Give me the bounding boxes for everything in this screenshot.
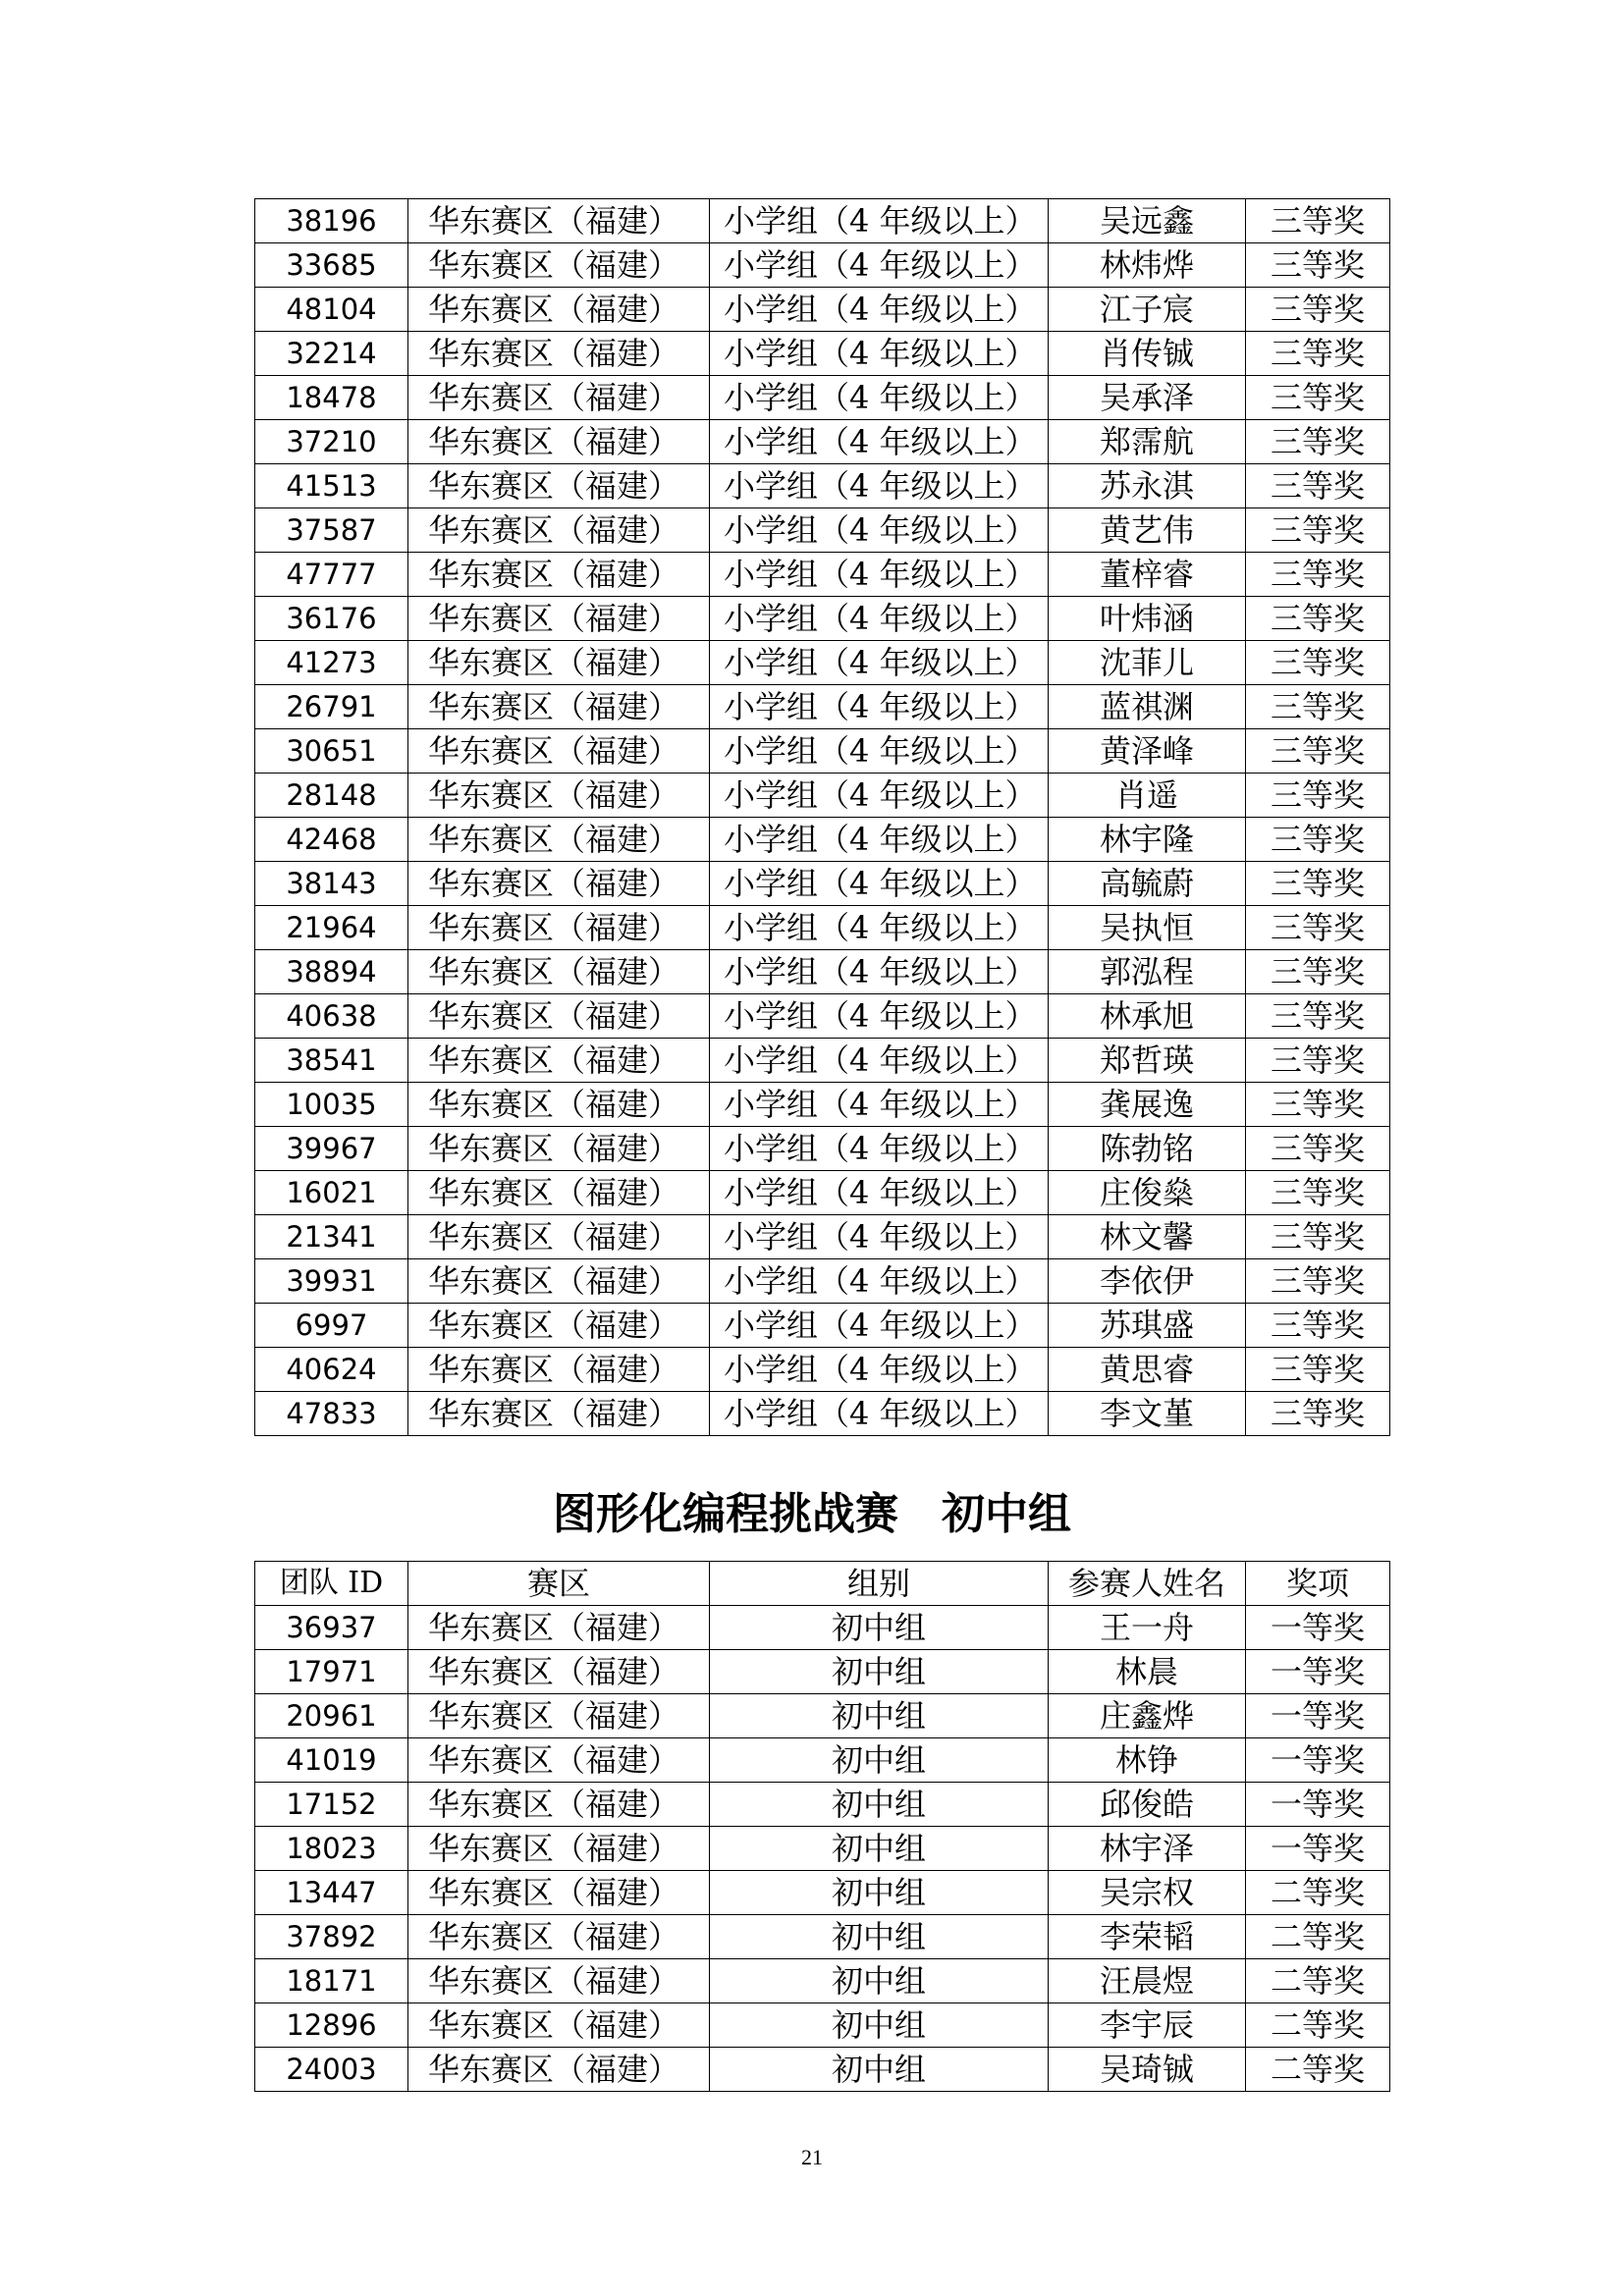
region-cell: 华东赛区（福建） — [408, 597, 710, 641]
table-row — [255, 288, 1390, 332]
junior-table-header — [255, 1562, 1390, 1606]
region-cell: 华东赛区（福建） — [408, 2003, 710, 2048]
header-participant-name: 参赛人姓名 — [1049, 1562, 1246, 1606]
team-id-cell: 18478 — [255, 376, 408, 420]
region-cell: 华东赛区（福建） — [408, 1959, 710, 2003]
table-row — [255, 1650, 1390, 1694]
award-cell: 三等奖 — [1246, 1215, 1390, 1259]
participant-name-cell: 蓝祺渊 — [1049, 685, 1246, 729]
group-cell: 小学组（4 年级以上） — [710, 906, 1049, 950]
region-cell: 华东赛区（福建） — [408, 464, 710, 508]
region-cell: 华东赛区（福建） — [408, 1348, 710, 1392]
region-cell: 华东赛区（福建） — [408, 1039, 710, 1083]
participant-name-cell: 李宇辰 — [1049, 2003, 1246, 2048]
group-cell: 小学组（4 年级以上） — [710, 862, 1049, 906]
team-id-cell: 21964 — [255, 906, 408, 950]
award-cell: 二等奖 — [1246, 2003, 1390, 2048]
award-cell: 三等奖 — [1246, 1259, 1390, 1304]
region-cell: 华东赛区（福建） — [408, 420, 710, 464]
table-row — [255, 2003, 1390, 2048]
table-row — [255, 1827, 1390, 1871]
group-cell: 小学组（4 年级以上） — [710, 729, 1049, 774]
group-cell: 初中组 — [710, 1783, 1049, 1827]
team-id-cell: 28148 — [255, 774, 408, 818]
table-row — [255, 1083, 1390, 1127]
region-cell: 华东赛区（福建） — [408, 818, 710, 862]
team-id-cell: 38143 — [255, 862, 408, 906]
award-cell: 二等奖 — [1246, 2048, 1390, 2092]
group-cell: 初中组 — [710, 1606, 1049, 1650]
participant-name-cell: 吴执恒 — [1049, 906, 1246, 950]
award-cell: 三等奖 — [1246, 729, 1390, 774]
team-id-cell: 6997 — [255, 1304, 408, 1348]
group-cell: 小学组（4 年级以上） — [710, 1259, 1049, 1304]
group-cell: 初中组 — [710, 1915, 1049, 1959]
region-cell: 华东赛区（福建） — [408, 1827, 710, 1871]
award-cell: 三等奖 — [1246, 508, 1390, 553]
region-cell: 华东赛区（福建） — [408, 1215, 710, 1259]
team-id-cell: 18171 — [255, 1959, 408, 2003]
participant-name-cell: 龚展逸 — [1049, 1083, 1246, 1127]
group-cell: 小学组（4 年级以上） — [710, 508, 1049, 553]
junior-group-results-table — [254, 1561, 1390, 2092]
group-cell: 初中组 — [710, 1827, 1049, 1871]
award-cell: 二等奖 — [1246, 1959, 1390, 2003]
team-id-cell: 47777 — [255, 553, 408, 597]
region-cell: 华东赛区（福建） — [408, 1783, 710, 1827]
table-row — [255, 1959, 1390, 2003]
region-cell: 华东赛区（福建） — [408, 1871, 710, 1915]
table-row — [255, 597, 1390, 641]
participant-name-cell: 李荣韬 — [1049, 1915, 1246, 1959]
award-cell: 三等奖 — [1246, 1127, 1390, 1171]
team-id-cell: 13447 — [255, 1871, 408, 1915]
award-cell: 三等奖 — [1246, 994, 1390, 1039]
team-id-cell: 10035 — [255, 1083, 408, 1127]
table-row — [255, 1039, 1390, 1083]
team-id-cell: 40638 — [255, 994, 408, 1039]
award-cell: 一等奖 — [1246, 1694, 1390, 1738]
group-cell: 小学组（4 年级以上） — [710, 199, 1049, 243]
award-cell: 三等奖 — [1246, 288, 1390, 332]
participant-name-cell: 苏永淇 — [1049, 464, 1246, 508]
participant-name-cell: 董梓睿 — [1049, 553, 1246, 597]
group-cell: 小学组（4 年级以上） — [710, 1215, 1049, 1259]
region-cell: 华东赛区（福建） — [408, 774, 710, 818]
group-cell: 初中组 — [710, 1871, 1049, 1915]
group-cell: 小学组（4 年级以上） — [710, 1039, 1049, 1083]
award-cell: 三等奖 — [1246, 553, 1390, 597]
region-cell: 华东赛区（福建） — [408, 288, 710, 332]
region-cell: 华东赛区（福建） — [408, 332, 710, 376]
group-cell: 小学组（4 年级以上） — [710, 288, 1049, 332]
team-id-cell: 16021 — [255, 1171, 408, 1215]
award-cell: 三等奖 — [1246, 862, 1390, 906]
region-cell: 华东赛区（福建） — [408, 1915, 710, 1959]
group-cell: 小学组（4 年级以上） — [710, 1348, 1049, 1392]
participant-name-cell: 高毓蔚 — [1049, 862, 1246, 906]
participant-name-cell: 郑霈航 — [1049, 420, 1246, 464]
team-id-cell: 18023 — [255, 1827, 408, 1871]
participant-name-cell: 李文堇 — [1049, 1392, 1246, 1436]
group-cell: 初中组 — [710, 2048, 1049, 2092]
table-row — [255, 1783, 1390, 1827]
region-cell: 华东赛区（福建） — [408, 994, 710, 1039]
table-row — [255, 1694, 1390, 1738]
award-cell: 三等奖 — [1246, 1304, 1390, 1348]
team-id-cell: 33685 — [255, 243, 408, 288]
table-row — [255, 553, 1390, 597]
award-cell: 一等奖 — [1246, 1650, 1390, 1694]
award-cell: 三等奖 — [1246, 1171, 1390, 1215]
team-id-cell: 42468 — [255, 818, 408, 862]
team-id-cell: 37210 — [255, 420, 408, 464]
region-cell: 华东赛区（福建） — [408, 862, 710, 906]
group-cell: 小学组（4 年级以上） — [710, 420, 1049, 464]
team-id-cell: 21341 — [255, 1215, 408, 1259]
group-cell: 初中组 — [710, 1959, 1049, 2003]
group-cell: 小学组（4 年级以上） — [710, 950, 1049, 994]
region-cell: 华东赛区（福建） — [408, 1127, 710, 1171]
group-cell: 小学组（4 年级以上） — [710, 332, 1049, 376]
participant-name-cell: 叶炜涵 — [1049, 597, 1246, 641]
team-id-cell: 30651 — [255, 729, 408, 774]
participant-name-cell: 汪晨煜 — [1049, 1959, 1246, 2003]
participant-name-cell: 肖遥 — [1049, 774, 1246, 818]
award-cell: 一等奖 — [1246, 1738, 1390, 1783]
group-cell: 小学组（4 年级以上） — [710, 243, 1049, 288]
section-title: 图形化编程挑战赛 初中组 — [553, 1489, 1071, 1539]
team-id-cell: 26791 — [255, 685, 408, 729]
table-row — [255, 420, 1390, 464]
team-id-cell: 39967 — [255, 1127, 408, 1171]
table-row — [255, 774, 1390, 818]
team-id-cell: 41513 — [255, 464, 408, 508]
participant-name-cell: 吴远鑫 — [1049, 199, 1246, 243]
participant-name-cell: 沈菲儿 — [1049, 641, 1246, 685]
region-cell: 华东赛区（福建） — [408, 950, 710, 994]
award-cell: 三等奖 — [1246, 906, 1390, 950]
table-row — [255, 729, 1390, 774]
team-id-cell: 47833 — [255, 1392, 408, 1436]
award-cell: 三等奖 — [1246, 818, 1390, 862]
table-row — [255, 2048, 1390, 2092]
table-row — [255, 994, 1390, 1039]
table-row — [255, 508, 1390, 553]
group-cell: 小学组（4 年级以上） — [710, 376, 1049, 420]
region-cell: 华东赛区（福建） — [408, 1606, 710, 1650]
region-cell: 华东赛区（福建） — [408, 1650, 710, 1694]
table-row — [255, 1915, 1390, 1959]
participant-name-cell: 庄俊燊 — [1049, 1171, 1246, 1215]
primary-table-body — [255, 199, 1390, 1436]
team-id-cell: 48104 — [255, 288, 408, 332]
participant-name-cell: 江子宸 — [1049, 288, 1246, 332]
team-id-cell: 39931 — [255, 1259, 408, 1304]
table-row — [255, 464, 1390, 508]
participant-name-cell: 吴承泽 — [1049, 376, 1246, 420]
team-id-cell: 38894 — [255, 950, 408, 994]
group-cell: 小学组（4 年级以上） — [710, 641, 1049, 685]
group-cell: 初中组 — [710, 1650, 1049, 1694]
group-cell: 小学组（4 年级以上） — [710, 553, 1049, 597]
region-cell: 华东赛区（福建） — [408, 1259, 710, 1304]
region-cell: 华东赛区（福建） — [408, 1171, 710, 1215]
region-cell: 华东赛区（福建） — [408, 1392, 710, 1436]
award-cell: 三等奖 — [1246, 243, 1390, 288]
award-cell: 三等奖 — [1246, 774, 1390, 818]
group-cell: 小学组（4 年级以上） — [710, 1392, 1049, 1436]
award-cell: 三等奖 — [1246, 685, 1390, 729]
participant-name-cell: 林晨 — [1049, 1650, 1246, 1694]
award-cell: 三等奖 — [1246, 641, 1390, 685]
table-row — [255, 243, 1390, 288]
participant-name-cell: 林承旭 — [1049, 994, 1246, 1039]
team-id-cell: 17971 — [255, 1650, 408, 1694]
award-cell: 三等奖 — [1246, 1039, 1390, 1083]
award-cell: 二等奖 — [1246, 1871, 1390, 1915]
team-id-cell: 41273 — [255, 641, 408, 685]
participant-name-cell: 黄泽峰 — [1049, 729, 1246, 774]
participant-name-cell: 陈勃铭 — [1049, 1127, 1246, 1171]
participant-name-cell: 苏琪盛 — [1049, 1304, 1246, 1348]
participant-name-cell: 林文馨 — [1049, 1215, 1246, 1259]
participant-name-cell: 林铮 — [1049, 1738, 1246, 1783]
region-cell: 华东赛区（福建） — [408, 1304, 710, 1348]
participant-name-cell: 黄艺伟 — [1049, 508, 1246, 553]
region-cell: 华东赛区（福建） — [408, 1694, 710, 1738]
region-cell: 华东赛区（福建） — [408, 1083, 710, 1127]
participant-name-cell: 吴琦铖 — [1049, 2048, 1246, 2092]
table-row — [255, 1738, 1390, 1783]
team-id-cell: 36937 — [255, 1606, 408, 1650]
participant-name-cell: 吴宗权 — [1049, 1871, 1246, 1915]
table-row — [255, 1127, 1390, 1171]
group-cell: 小学组（4 年级以上） — [710, 1304, 1049, 1348]
group-cell: 初中组 — [710, 2003, 1049, 2048]
team-id-cell: 36176 — [255, 597, 408, 641]
table-row — [255, 1348, 1390, 1392]
region-cell: 华东赛区（福建） — [408, 906, 710, 950]
team-id-cell: 37587 — [255, 508, 408, 553]
team-id-cell: 41019 — [255, 1738, 408, 1783]
team-id-cell: 17152 — [255, 1783, 408, 1827]
participant-name-cell: 王一舟 — [1049, 1606, 1246, 1650]
award-cell: 三等奖 — [1246, 332, 1390, 376]
award-cell: 三等奖 — [1246, 597, 1390, 641]
junior-table-body — [255, 1606, 1390, 2092]
table-row — [255, 376, 1390, 420]
award-cell: 二等奖 — [1246, 1915, 1390, 1959]
table-row — [255, 199, 1390, 243]
team-id-cell: 12896 — [255, 2003, 408, 2048]
table-row — [255, 332, 1390, 376]
award-cell: 三等奖 — [1246, 950, 1390, 994]
participant-name-cell: 邱俊皓 — [1049, 1783, 1246, 1827]
award-cell: 三等奖 — [1246, 1083, 1390, 1127]
region-cell: 华东赛区（福建） — [408, 1738, 710, 1783]
table-row — [255, 818, 1390, 862]
participant-name-cell: 黄思睿 — [1049, 1348, 1246, 1392]
header-row — [255, 1562, 1390, 1606]
team-id-cell: 40624 — [255, 1348, 408, 1392]
region-cell: 华东赛区（福建） — [408, 376, 710, 420]
award-cell: 三等奖 — [1246, 420, 1390, 464]
group-cell: 小学组（4 年级以上） — [710, 774, 1049, 818]
participant-name-cell: 庄鑫烨 — [1049, 1694, 1246, 1738]
region-cell: 华东赛区（福建） — [408, 243, 710, 288]
award-cell: 一等奖 — [1246, 1827, 1390, 1871]
participant-name-cell: 林炜烨 — [1049, 243, 1246, 288]
team-id-cell: 24003 — [255, 2048, 408, 2092]
group-cell: 小学组（4 年级以上） — [710, 464, 1049, 508]
table-row — [255, 1259, 1390, 1304]
region-cell: 华东赛区（福建） — [408, 641, 710, 685]
header-team-id: 团队 ID — [255, 1562, 408, 1606]
award-cell: 三等奖 — [1246, 376, 1390, 420]
participant-name-cell: 郭泓程 — [1049, 950, 1246, 994]
participant-name-cell: 林宇泽 — [1049, 1827, 1246, 1871]
table-row — [255, 950, 1390, 994]
team-id-cell: 38196 — [255, 199, 408, 243]
group-cell: 小学组（4 年级以上） — [710, 1127, 1049, 1171]
group-cell: 小学组（4 年级以上） — [710, 818, 1049, 862]
table-row — [255, 1871, 1390, 1915]
header-award: 奖项 — [1246, 1562, 1390, 1606]
region-cell: 华东赛区（福建） — [408, 508, 710, 553]
table-row — [255, 862, 1390, 906]
table-row — [255, 685, 1390, 729]
group-cell: 初中组 — [710, 1738, 1049, 1783]
table-row — [255, 1215, 1390, 1259]
table-row — [255, 1304, 1390, 1348]
group-cell: 小学组（4 年级以上） — [710, 994, 1049, 1039]
award-cell: 三等奖 — [1246, 1392, 1390, 1436]
region-cell: 华东赛区（福建） — [408, 729, 710, 774]
team-id-cell: 32214 — [255, 332, 408, 376]
page-number: 21 — [801, 2145, 823, 2169]
group-cell: 小学组（4 年级以上） — [710, 597, 1049, 641]
participant-name-cell: 林宇隆 — [1049, 818, 1246, 862]
team-id-cell: 20961 — [255, 1694, 408, 1738]
region-cell: 华东赛区（福建） — [408, 2048, 710, 2092]
award-cell: 一等奖 — [1246, 1606, 1390, 1650]
group-cell: 小学组（4 年级以上） — [710, 685, 1049, 729]
region-cell: 华东赛区（福建） — [408, 685, 710, 729]
team-id-cell: 38541 — [255, 1039, 408, 1083]
region-cell: 华东赛区（福建） — [408, 199, 710, 243]
team-id-cell: 37892 — [255, 1915, 408, 1959]
participant-name-cell: 肖传铖 — [1049, 332, 1246, 376]
group-cell: 初中组 — [710, 1694, 1049, 1738]
table-row — [255, 1606, 1390, 1650]
table-row — [255, 641, 1390, 685]
header-region: 赛区 — [408, 1562, 710, 1606]
header-group: 组别 — [710, 1562, 1049, 1606]
award-cell: 三等奖 — [1246, 464, 1390, 508]
group-cell: 小学组（4 年级以上） — [710, 1083, 1049, 1127]
participant-name-cell: 李依伊 — [1049, 1259, 1246, 1304]
region-cell: 华东赛区（福建） — [408, 553, 710, 597]
award-cell: 三等奖 — [1246, 199, 1390, 243]
award-cell: 一等奖 — [1246, 1783, 1390, 1827]
table-row — [255, 1171, 1390, 1215]
primary-group-results-table — [254, 198, 1390, 1436]
table-row — [255, 906, 1390, 950]
participant-name-cell: 郑哲瑛 — [1049, 1039, 1246, 1083]
group-cell: 小学组（4 年级以上） — [710, 1171, 1049, 1215]
award-cell: 三等奖 — [1246, 1348, 1390, 1392]
table-row — [255, 1392, 1390, 1436]
